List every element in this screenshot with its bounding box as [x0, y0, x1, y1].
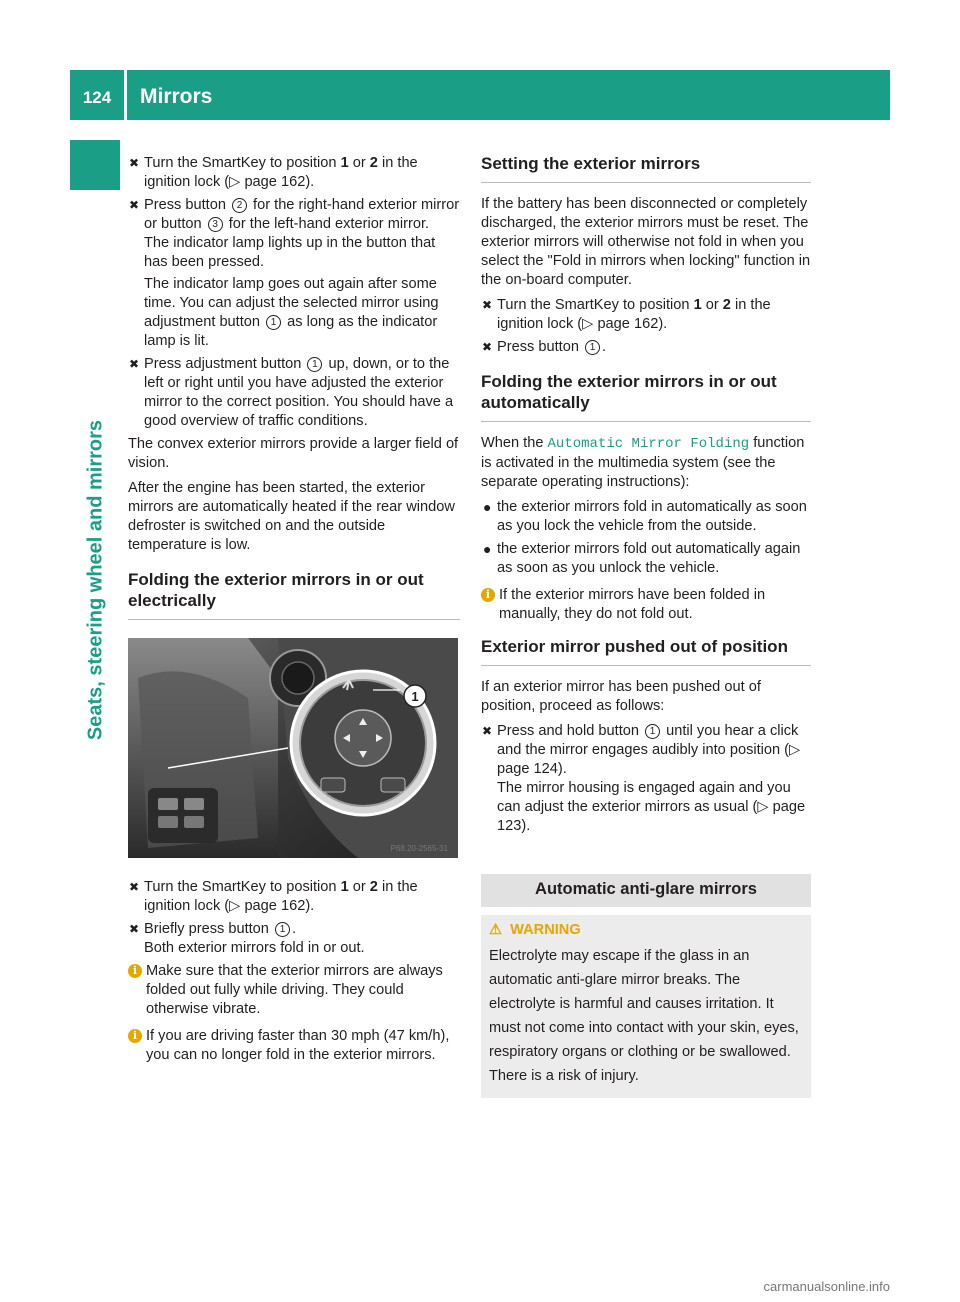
warning-box — [481, 915, 811, 1098]
bullet-item: ● the exterior mirrors fold out automatically again as soon as you unlock the vehicle. — [483, 541, 801, 576]
button-number-badge: 1 — [275, 922, 290, 937]
button-number-badge: 1 — [266, 315, 281, 330]
step-result: Both exterior mirrors fold in or out. — [144, 940, 365, 956]
button-number-badge: 3 — [208, 217, 223, 232]
paragraph: If an exterior mirror has been pushed out of position, proceed as follows: — [481, 679, 761, 714]
info-note: i Make sure that the exterior mirrors are always folded out fully while driving. They could otherwise vibrate. — [128, 962, 460, 1019]
info-icon: i — [128, 964, 142, 978]
button-number-badge: 1 — [645, 724, 660, 739]
step: ✖ Turn the SmartKey to position 1 or 2 in the ignition lock (▷ page 162). — [129, 155, 418, 190]
header-separator — [124, 70, 127, 120]
button-number-badge: 2 — [232, 198, 247, 213]
button-number-badge: 1 — [585, 340, 600, 355]
step: ✖ Briefly press button 1 . Both exterior mirrors fold in or out. — [128, 920, 460, 958]
step-result: The indicator lamp goes out again after some time. You can adjust the selected mirror using adjustment button 1 as long as the indicator lamp is lit. — [144, 276, 439, 349]
paragraph: When the Automatic Mirror Folding function is activated in the multimedia system (see the separate operating instructions): — [481, 435, 805, 490]
photo-callout: 1 — [411, 689, 419, 704]
footer-watermark: carmanualsonline.info — [763, 1279, 890, 1294]
section-heading-boxed: Automatic anti-glare mirrors — [481, 874, 811, 907]
right-column — [481, 153, 811, 1098]
section-heading: Folding the exterior mirrors in or out automatically — [481, 371, 811, 422]
menu-function-name: Automatic Mirror Folding — [547, 436, 750, 452]
mirror-switch-photo — [128, 638, 458, 858]
step: ✖ Press and hold button 1 until you hear a click and the mirror engages audibly into position (▷ page 124). The mirror housing is engaged again and you can adjust the exterior mirrors as usual (▷ page 123). — [481, 722, 811, 836]
info-icon: i — [481, 588, 495, 602]
photo-code: P68.20-2565-31 — [390, 844, 448, 853]
info-note: i If the exterior mirrors have been folded in manually, they do not fold out. — [481, 586, 811, 624]
step-arrow-icon: ✖ — [129, 880, 140, 894]
button-number-badge: 1 — [307, 357, 322, 372]
section-heading: Setting the exterior mirrors — [481, 153, 811, 183]
step-arrow-icon: ✖ — [482, 298, 493, 312]
section-heading: Exterior mirror pushed out of position — [481, 636, 811, 666]
chapter-tab — [70, 140, 120, 190]
step-arrow-icon: ✖ — [129, 156, 140, 170]
paragraph: The convex exterior mirrors provide a larger field of vision. — [128, 436, 459, 471]
info-note: i If you are driving faster than 30 mph (47 km/h), you can no longer fold in the exterior mirrors. — [128, 1027, 460, 1065]
warning-title: ⚠ WARNING — [489, 922, 581, 938]
warning-triangle-icon: ⚠ — [489, 922, 503, 938]
step-arrow-icon: ✖ — [129, 922, 140, 936]
section-heading: Folding the exterior mirrors in or out electrically — [128, 569, 460, 620]
chapter-label: Seats, steering wheel and mirrors — [84, 419, 107, 741]
step: ✖ Press button 2 for the right-hand exterior mirror or button 3 for the left-hand exterior mirror. The indicator lamp lights up in the button that has been pressed. The indicator lamp goes out again after some time. You can adjust the selected mirror using adjustment button 1 as long as the indicator lamp is lit. — [129, 197, 460, 349]
paragraph: If the battery has been disconnected or completely discharged, the exterior mirrors must be reset. The exterior mirrors will otherwise not fold in when you select the "Fold in mirrors when locking" function in the on-board computer. — [481, 196, 811, 288]
step-arrow-icon: ✖ — [129, 357, 140, 371]
warning-text: Electrolyte may escape if the glass in an automatic anti-glare mirror breaks. The electrolyte is harmful and causes irritation. It must not come into contact with your skin, eyes, respiratory organs or clothing or be swallowed. There is a risk of injury. — [489, 948, 799, 1084]
step: ✖ Turn the SmartKey to position 1 or 2 in the ignition lock (▷ page 162). — [482, 297, 771, 332]
info-icon: i — [128, 1029, 142, 1043]
page-number: 124 — [82, 88, 112, 107]
step: ✖ Press button 1 . — [482, 339, 607, 355]
bullet-item: ● the exterior mirrors fold in automatically as soon as you lock the vehicle from the outside. — [483, 499, 807, 534]
step: ✖ Press adjustment button 1 up, down, or to the left or right until you have adjusted the exterior mirror to the correct position. You should have a good overview of traffic conditions. — [129, 356, 454, 429]
paragraph: After the engine has been started, the exterior mirrors are automatically heated if the rear window defroster is switched on and the outside temperature is low. — [128, 480, 455, 553]
step: ✖ Turn the SmartKey to position 1 or 2 in the ignition lock (▷ page 162). — [129, 879, 418, 914]
step-result: The mirror housing is engaged again and you can adjust the exterior mirrors as usual (▷ page 123). — [497, 780, 806, 834]
step-arrow-icon: ✖ — [482, 724, 493, 738]
page-title: Mirrors — [140, 85, 213, 108]
left-column — [128, 154, 460, 1073]
step-result: The indicator lamp lights up in the button that has been pressed. — [144, 235, 436, 270]
step-arrow-icon: ✖ — [129, 198, 140, 212]
step-arrow-icon: ✖ — [482, 340, 493, 354]
